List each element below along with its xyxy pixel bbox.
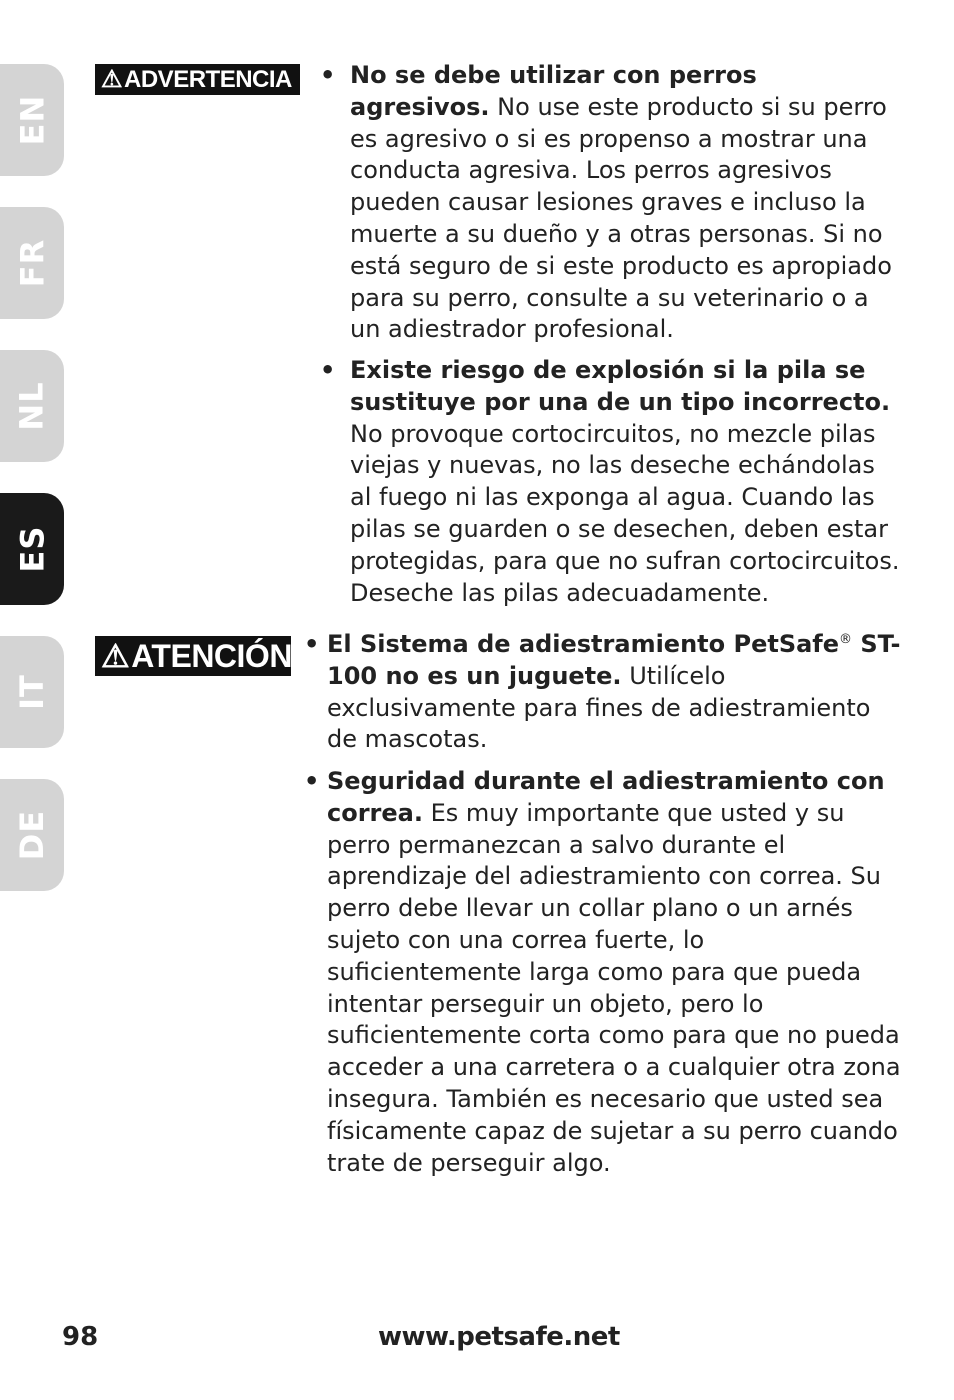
caution-label-text: ATENCIÓN <box>131 637 292 674</box>
caution-item <box>304 629 904 756</box>
warning-item-text <box>350 60 900 346</box>
warning-label <box>95 64 300 95</box>
tab-label: EN <box>12 94 51 146</box>
tab-es[interactable] <box>0 493 64 605</box>
bullet-icon: • <box>320 61 336 89</box>
caution-item-body: Es muy importante que usted y su perro permanezcan a salvo durante el aprendizaje del adiestramiento con correa. Su perro debe llevar un collar plano o un arnés sujeto con una correa fuerte, lo suficientemente larga como para que pueda intentar perseguir un objeto, pero lo suficientemente corta como para que no pueda acceder a una carretera o a cualquier otra zona insegura. También es necesario que usted sea físicamente capaz de sujetar a su perro cuando trate de perseguir algo. <box>327 798 901 1177</box>
page-number: 98 <box>62 1322 99 1352</box>
website-link[interactable]: www.petsafe.net <box>378 1322 620 1352</box>
caution-label <box>95 636 291 676</box>
tab-it[interactable] <box>0 636 64 748</box>
tab-label: IT <box>12 674 51 710</box>
tab-label: DE <box>12 809 51 861</box>
tab-label: NL <box>12 381 51 431</box>
bullet-icon: • <box>304 630 320 658</box>
caution-item-heading <box>327 630 900 690</box>
tab-nl[interactable] <box>0 350 64 462</box>
bullet-icon: • <box>304 767 320 795</box>
caution-item-heading: Seguridad durante el adiestramiento con correa. <box>327 767 885 827</box>
warning-triangle-icon: ⚠ <box>101 66 123 93</box>
tab-de[interactable] <box>0 779 64 891</box>
warning-item-heading: No se debe utilizar con perros agresivos. <box>350 61 757 121</box>
caution-item-body: Utilícelo exclusivamente para fines de adiestramiento de mascotas. <box>327 661 871 754</box>
bullet-icon: • <box>320 356 336 384</box>
tab-label: FR <box>13 238 51 288</box>
caution-triangle-icon: ⚠ <box>101 638 130 674</box>
registered-mark: ® <box>839 632 853 647</box>
warning-item-heading: Existe riesgo de explosión si la pila se sustituye por una de un tipo incorrecto. <box>350 356 891 416</box>
caution-item-text <box>327 766 904 1179</box>
caution-heading-part: El Sistema de adiestramiento PetSafe <box>327 630 840 658</box>
tab-fr[interactable] <box>0 207 64 319</box>
caution-heading-part: ST-100 no es un juguete. <box>327 630 901 690</box>
warning-item <box>320 60 900 346</box>
warning-item <box>320 355 900 609</box>
warning-item-body: No use este producto si su perro es agresivo o si es propenso a mostrar una conducta agresiva. Los perros agresivos pueden causar lesiones graves e incluso la muerte a su dueño y a otras personas. Si no está seguro de si este producto es apropiado para su perro, consulte a su veterinario o a un adiestrador profesional. <box>350 92 892 344</box>
caution-item-text <box>327 629 904 756</box>
caution-item <box>304 766 904 1179</box>
warning-item-body: No provoque cortocircuitos, no mezcle pilas viejas y nuevas, no las deseche echándolas al fuego ni las exponga al agua. Cuando las pilas se guarden o se desechen, deben estar protegidas, para que no sufran cortocircuitos. Deseche las pilas adecuadamente. <box>350 419 900 607</box>
tab-label: ES <box>13 525 51 573</box>
warning-item-text <box>350 355 900 609</box>
warning-label-text: ADVERTENCIA <box>124 65 292 93</box>
tab-en[interactable] <box>0 64 64 176</box>
